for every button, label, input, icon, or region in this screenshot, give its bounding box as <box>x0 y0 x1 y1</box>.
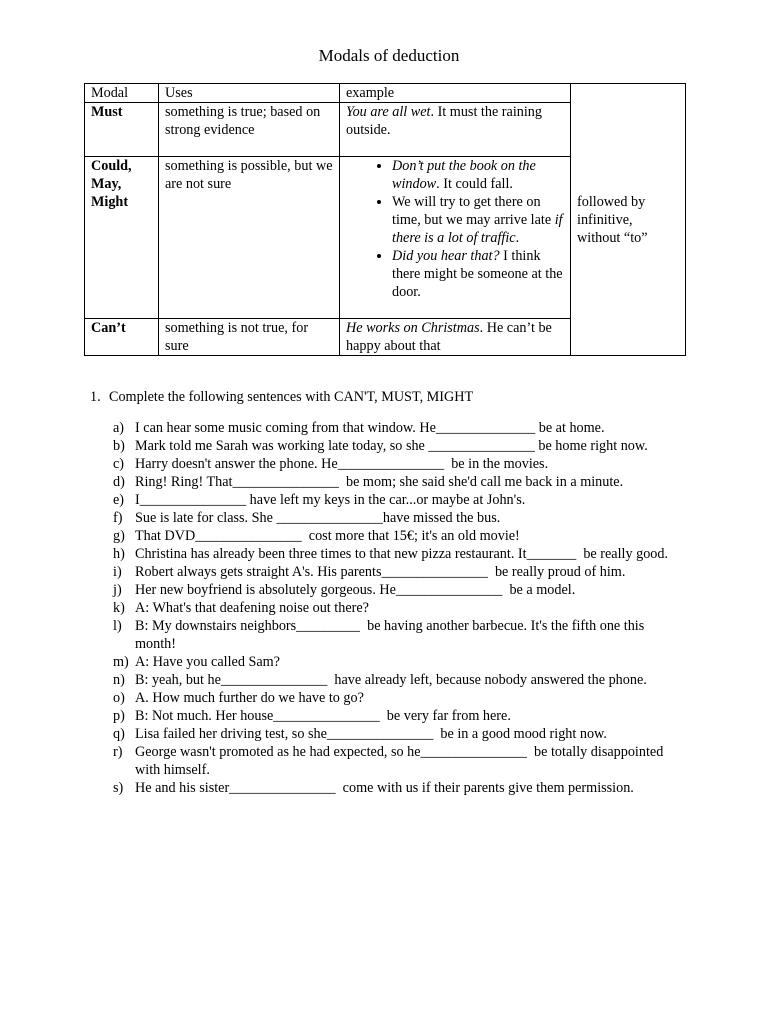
question-text: B: My downstairs neighbors_________ be having another barbecue. It's the fifth one this month! <box>135 618 645 652</box>
question-label: j) <box>113 582 122 598</box>
question-item <box>90 743 730 779</box>
question-text: A. How much further do we have to go? <box>135 690 364 706</box>
question-label: d) <box>113 474 125 490</box>
question-label: h) <box>113 546 125 562</box>
example-italic: He works on Christmas <box>346 320 480 336</box>
question-item <box>90 509 730 527</box>
modal-must: Must <box>85 103 159 157</box>
example-text: . It could fall. <box>436 176 513 192</box>
exercise-instruction <box>90 388 730 406</box>
example-must <box>340 103 571 157</box>
question-text: I_______________ have left my keys in the car...or maybe at John's. <box>135 492 526 508</box>
question-text: Christina has already been three times to that new pizza restaurant. It_______ be really good. <box>135 546 669 562</box>
question-item <box>90 419 730 437</box>
modals-table <box>84 83 686 356</box>
example-text: I think there might be someone at the door. <box>392 248 563 300</box>
question-text: That DVD_______________ cost more that 15€; it's an old movie! <box>135 528 520 544</box>
question-text: He and his sister_______________ come with us if their parents give them permission. <box>135 780 634 796</box>
question-item <box>90 779 730 797</box>
question-label: a) <box>113 420 125 436</box>
modal-cant: Can’t <box>85 319 159 356</box>
exercise-instruction-text: Complete the following sentences with CAN'T, MUST, MIGHT <box>109 389 474 405</box>
question-text: Ring! Ring! That_______________ be mom; she said she'd call me back in a minute. <box>135 474 624 490</box>
question-label: g) <box>113 528 125 544</box>
example-italic: Did you hear that? <box>392 248 500 264</box>
example-italic: You are all wet <box>346 104 431 120</box>
question-item <box>90 473 730 491</box>
question-item <box>90 689 730 707</box>
question-text: Sue is late for class. She _______________have missed the bus. <box>135 510 501 526</box>
example-bullet <box>392 247 564 301</box>
question-label: o) <box>113 690 125 706</box>
header-uses: Uses <box>159 84 340 103</box>
example-text: . <box>515 230 520 246</box>
question-label: c) <box>113 456 125 472</box>
question-item <box>90 455 730 473</box>
question-text: A: Have you called Sam? <box>135 654 280 670</box>
question-label: b) <box>113 438 125 454</box>
question-text: Robert always gets straight A's. His parents_______________ be really proud of him. <box>135 564 626 580</box>
question-list <box>90 419 730 797</box>
question-item <box>90 653 730 671</box>
question-item <box>90 599 730 617</box>
question-item <box>90 527 730 545</box>
exercise-number: 1. <box>90 389 101 405</box>
question-label: n) <box>113 672 125 688</box>
example-text: . It must the raining outside. <box>346 104 542 138</box>
question-label: p) <box>113 708 125 724</box>
table-header-row <box>85 84 686 103</box>
question-text: B: yeah, but he_______________ have already left, because nobody answered the phone. <box>135 672 647 688</box>
example-text: We will try to get there on time, but we may arrive late <box>392 194 555 228</box>
use-could-may-might: something is possible, but we are not sure <box>159 157 340 319</box>
example-bullet-list <box>346 157 564 301</box>
question-text: Mark told me Sarah was working late today, so she _______________ be home right now. <box>135 438 648 454</box>
question-label: i) <box>113 564 122 580</box>
header-example: example <box>340 84 571 103</box>
example-italic: if there is a lot of traffic <box>392 212 563 246</box>
question-label: r) <box>113 744 123 760</box>
question-text: Her new boyfriend is absolutely gorgeous. He_______________ be a model. <box>135 582 576 598</box>
example-bullet <box>392 157 564 193</box>
use-cant: something is not true, for sure <box>159 319 340 356</box>
question-label: q) <box>113 726 125 742</box>
example-italic: Don’t put the book on the window <box>392 158 536 192</box>
question-item <box>90 563 730 581</box>
question-item <box>90 707 730 725</box>
question-label: k) <box>113 600 125 616</box>
infinitive-note: followed by infinitive, without “to” <box>571 84 686 356</box>
example-cant <box>340 319 571 356</box>
question-item <box>90 617 730 653</box>
header-modal: Modal <box>85 84 159 103</box>
page-title: Modals of deduction <box>318 46 460 65</box>
question-item <box>90 671 730 689</box>
question-label: e) <box>113 492 125 508</box>
question-label: s) <box>113 780 124 796</box>
use-must: something is true; based on strong evidence <box>159 103 340 157</box>
question-label: f) <box>113 510 123 526</box>
question-text: Lisa failed her driving test, so she_______________ be in a good mood right now. <box>135 726 607 742</box>
question-item <box>90 437 730 455</box>
exercise-section <box>90 388 730 797</box>
question-text: Harry doesn't answer the phone. He_______________ be in the movies. <box>135 456 549 472</box>
question-item <box>90 725 730 743</box>
question-label: l) <box>113 618 122 634</box>
question-text: B: Not much. Her house_______________ be very far from here. <box>135 708 511 724</box>
question-item <box>90 581 730 599</box>
question-item <box>90 491 730 509</box>
question-text: George wasn't promoted as he had expected, so he_______________ be totally disappointed with himself. <box>135 744 664 778</box>
question-text: A: What's that deafening noise out there? <box>135 600 369 616</box>
question-text: I can hear some music coming from that window. He______________ be at home. <box>135 420 605 436</box>
question-label: m) <box>113 654 129 670</box>
example-could-may-might <box>340 157 571 319</box>
example-bullet <box>392 193 564 247</box>
modal-could-may-might: Could, May, Might <box>85 157 159 319</box>
example-text: . He can’t be happy about that <box>346 320 552 354</box>
question-item <box>90 545 730 563</box>
